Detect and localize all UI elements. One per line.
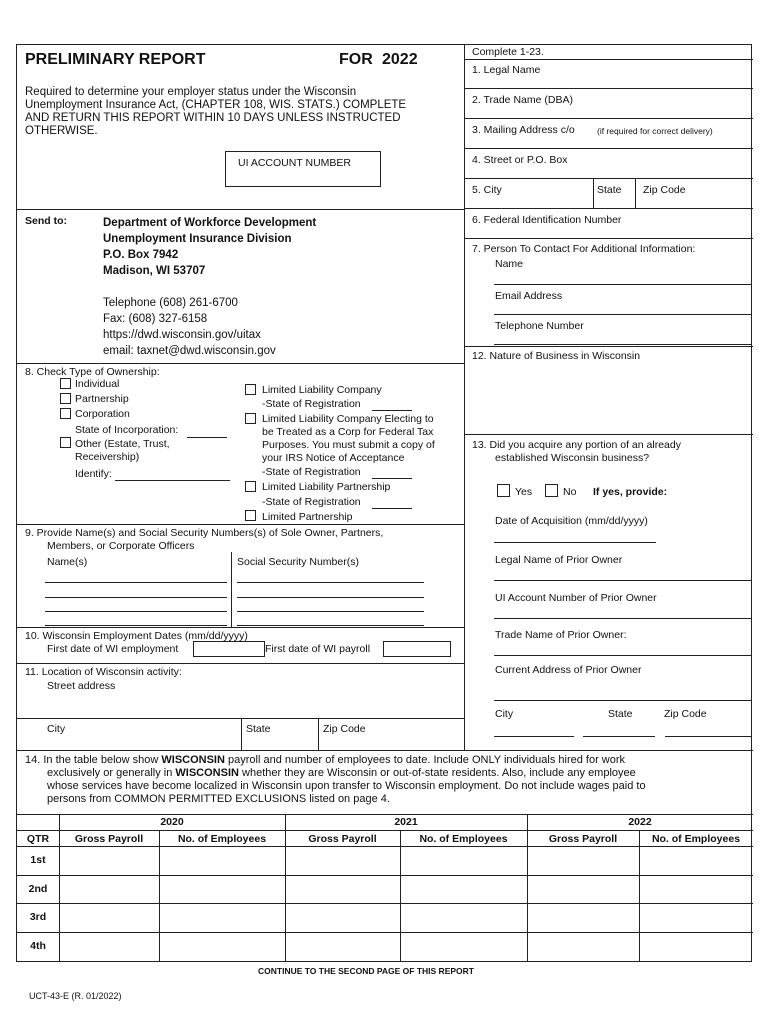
address-prior-owner-line[interactable] [494, 700, 752, 701]
corporation-label: Corporation [75, 408, 130, 420]
contact-name-line[interactable] [494, 284, 752, 285]
llp-state-line[interactable] [372, 508, 412, 509]
lp-checkbox[interactable] [245, 510, 256, 521]
gross-2020-header: Gross Payroll [74, 833, 144, 845]
llp-label: Limited Liability Partnership [262, 481, 391, 493]
s10-line-1: 10. Wisconsin Employment Dates (mm/dd/yyyy) [25, 630, 248, 642]
acquire-question-2: established Wisconsin business? [495, 452, 650, 464]
first-payroll-date-field[interactable] [383, 641, 451, 657]
trade-name-label: 2. Trade Name (DBA) [472, 94, 573, 106]
s11-line-1: 11. Location of Wisconsin activity: [25, 666, 182, 678]
send-to-email[interactable]: email: taxnet@dwd.wisconsin.gov [103, 345, 276, 357]
send-to-website[interactable]: https://dwd.wisconsin.gov/uitax [103, 329, 261, 341]
prior-zip-line[interactable] [665, 736, 751, 737]
date-acquisition-label: Date of Acquisition (mm/dd/yyyy) [495, 515, 648, 527]
cell-4th-2020-gross[interactable] [60, 933, 159, 961]
name-line-1[interactable] [45, 582, 227, 583]
cell-1st-2022-emps[interactable] [640, 847, 752, 875]
s11-zip-label: Zip Code [323, 723, 366, 735]
zip-label: Zip Code [643, 184, 686, 196]
individual-label: Individual [75, 378, 120, 390]
date-acquisition-line[interactable] [494, 542, 656, 543]
send-to-line-3: P.O. Box 7942 [103, 249, 179, 261]
llc-corp-checkbox[interactable] [245, 413, 256, 424]
cell-1st-2022-gross[interactable] [528, 847, 639, 875]
cell-2nd-2020-gross[interactable] [60, 876, 159, 903]
send-to-label: Send to: [25, 215, 67, 227]
other-checkbox[interactable] [60, 437, 71, 448]
email-line[interactable] [494, 314, 752, 315]
contact-label: 7. Person To Contact For Additional Information: [472, 243, 696, 255]
row-1st-label: 1st [30, 854, 46, 866]
year-2021-header: 2021 [394, 816, 418, 828]
partnership-label: Partnership [75, 393, 129, 405]
s8-title: 8. Check Type of Ownership: [25, 366, 160, 378]
row-3rd-label: 3rd [29, 911, 47, 923]
legal-prior-owner-line[interactable] [494, 580, 752, 581]
nature-of-business-label: 12. Nature of Business in Wisconsin [472, 350, 641, 362]
cell-3rd-2020-gross[interactable] [60, 904, 159, 932]
first-payroll-label: First date of WI payroll [265, 643, 371, 655]
emps-2020-header: No. of Employees [177, 833, 267, 845]
name-line-3[interactable] [45, 611, 227, 612]
trade-prior-owner-line[interactable] [494, 655, 752, 656]
prior-city-line[interactable] [494, 736, 574, 737]
mailing-address-label: 3. Mailing Address c/o [472, 124, 575, 136]
llc-checkbox[interactable] [245, 384, 256, 395]
cell-4th-2022-emps[interactable] [640, 933, 752, 961]
llc-label: Limited Liability Company [262, 384, 382, 396]
intro-line-2: Unemployment Insurance Act, (CHAPTER 108, WIS. STATS.) COMPLETE [25, 99, 407, 111]
fein-label: 6. Federal Identification Number [472, 214, 622, 226]
cell-1st-2020-emps[interactable] [160, 847, 285, 875]
trade-prior-owner-label: Trade Name of Prior Owner: [495, 629, 627, 641]
llc-corp-label-1: Limited Liability Company Electing to [262, 413, 434, 425]
row-2nd-label: 2nd [28, 883, 48, 895]
form-title: PRELIMINARY REPORT [25, 51, 206, 68]
cell-4th-2021-emps[interactable] [401, 933, 527, 961]
intro-line-1: Required to determine your employer status under the Wisconsin [25, 86, 357, 98]
llc-state-label: -State of Registration [262, 398, 361, 410]
s9-line-2: Members, or Corporate Officers [47, 540, 195, 552]
complete-note: Complete 1-23. [472, 46, 544, 58]
continue-note: CONTINUE TO THE SECOND PAGE OF THIS REPORT [258, 966, 474, 976]
email-label: Email Address [495, 290, 563, 302]
city-label: 5. City [472, 184, 502, 196]
s14-line-4: persons from COMMON PERMITTED EXCLUSIONS listed on page 4. [47, 793, 390, 805]
llc-corp-label-2: be Treated as a Corp for Federal Tax [262, 426, 434, 438]
other-label-1: Other (Estate, Trust, [75, 438, 170, 450]
cell-2nd-2022-emps[interactable] [640, 876, 752, 903]
row-4th-label: 4th [30, 940, 46, 952]
lp-label: Limited Partnership [262, 511, 353, 523]
state-incorporation-line[interactable] [187, 437, 227, 438]
prior-state-label: State [608, 708, 633, 720]
llc-corp-state-line[interactable] [372, 478, 412, 479]
acquire-no-label: No [563, 486, 577, 498]
intro-line-3: AND RETURN THIS REPORT WITHIN 10 DAYS UNLESS INSTRUCTED [25, 112, 401, 124]
llc-corp-label-3: Purposes. You must submit a copy of [262, 439, 435, 451]
cell-2nd-2022-gross[interactable] [528, 876, 639, 903]
other-label-2: Receivership) [75, 451, 140, 463]
contact-name-label: Name [495, 258, 524, 270]
llc-corp-state-label: -State of Registration [262, 466, 361, 478]
cell-4th-2022-gross[interactable] [528, 933, 639, 961]
ui-prior-owner-label: UI Account Number of Prior Owner [495, 592, 657, 604]
cell-3rd-2021-gross[interactable] [286, 904, 400, 932]
acquire-no-checkbox[interactable] [545, 484, 558, 497]
cell-1st-2020-gross[interactable] [60, 847, 159, 875]
year-2022-header: 2022 [628, 816, 652, 828]
legal-name-label: 1. Legal Name [472, 64, 541, 76]
state-label: State [597, 184, 622, 196]
year-2020-header: 2020 [160, 816, 184, 828]
cell-2nd-2021-gross[interactable] [286, 876, 400, 903]
address-prior-owner-label: Current Address of Prior Owner [495, 664, 642, 676]
gross-2021-header: Gross Payroll [308, 833, 377, 845]
cell-3rd-2020-emps[interactable] [160, 904, 285, 932]
cell-3rd-2021-emps[interactable] [401, 904, 527, 932]
ssn-label: Social Security Number(s) [237, 556, 359, 568]
prior-city-label: City [495, 708, 514, 720]
s11-street-label: Street address [47, 680, 116, 692]
s14-line-3: whose services have become localized in Wisconsin upon transfer to Wisconsin employment. Do not include wages paid to [47, 780, 646, 792]
s14-line-1: 14. In the table below show WISCONSIN payroll and number of employees to date. Include ONLY individuals hired for work [25, 754, 626, 766]
llp-state-label: -State of Registration [262, 496, 361, 508]
intro-line-4: OTHERWISE. [25, 125, 98, 137]
if-yes-label: If yes, provide: [593, 486, 668, 498]
cell-2nd-2021-emps[interactable] [401, 876, 527, 903]
ssn-line-4[interactable] [237, 625, 424, 626]
first-emp-date-field[interactable] [193, 641, 265, 657]
identify-line[interactable] [115, 480, 230, 481]
cell-1st-2021-gross[interactable] [286, 847, 400, 875]
form-year: 2022 [382, 51, 418, 68]
send-to-line-2: Unemployment Insurance Division [103, 233, 292, 245]
send-to-phone: Telephone (608) 261-6700 [103, 297, 238, 309]
cell-1st-2021-emps[interactable] [401, 847, 527, 875]
preliminary-report-form [16, 44, 752, 962]
prior-state-line[interactable] [583, 736, 655, 737]
names-label: Name(s) [47, 556, 88, 568]
cell-2nd-2020-emps[interactable] [160, 876, 285, 903]
ssn-line-3[interactable] [237, 611, 424, 612]
acquire-question-1: 13. Did you acquire any portion of an already [472, 439, 681, 451]
acquire-yes-label: Yes [515, 486, 533, 498]
street-label: 4. Street or P.O. Box [472, 154, 568, 166]
corporation-checkbox[interactable] [60, 408, 71, 419]
acquire-yes-checkbox[interactable] [497, 484, 510, 497]
gross-2022-header: Gross Payroll [548, 833, 618, 845]
mailing-address-note: (if required for correct delivery) [597, 126, 713, 136]
state-incorporation-label: State of Incorporation: [75, 424, 179, 436]
llc-state-line[interactable] [372, 410, 412, 411]
ui-prior-owner-line[interactable] [494, 618, 752, 619]
for-label: FOR [339, 51, 373, 68]
cell-3rd-2022-gross[interactable] [528, 904, 639, 932]
identify-label: Identify: [75, 468, 112, 480]
emps-2021-header: No. of Employees [419, 833, 508, 845]
legal-prior-owner-label: Legal Name of Prior Owner [495, 554, 623, 566]
emps-2022-header: No. of Employees [651, 833, 741, 845]
send-to-line-1: Department of Workforce Development [103, 217, 317, 229]
cell-4th-2020-emps[interactable] [160, 933, 285, 961]
s11-city-label: City [47, 723, 66, 735]
s14-line-2: exclusively or generally in WISCONSIN whether they are Wisconsin or out-of-state residents. Also, include any employee [47, 767, 636, 779]
send-to-fax: Fax: (608) 327-6158 [103, 313, 208, 325]
first-emp-label: First date of WI employment [47, 643, 179, 655]
form-id: UCT-43-E (R. 01/2022) [29, 991, 122, 1001]
cell-3rd-2022-emps[interactable] [640, 904, 752, 932]
ssn-line-2[interactable] [237, 597, 424, 598]
cell-4th-2021-gross[interactable] [286, 933, 400, 961]
llp-checkbox[interactable] [245, 481, 256, 492]
prior-zip-label: Zip Code [664, 708, 707, 720]
partnership-checkbox[interactable] [60, 393, 71, 404]
individual-checkbox[interactable] [60, 378, 71, 389]
name-line-2[interactable] [45, 597, 227, 598]
llc-corp-label-4: your IRS Notice of Acceptance [262, 452, 405, 464]
telephone-line[interactable] [494, 344, 752, 345]
ssn-line-1[interactable] [237, 582, 424, 583]
ui-account-number-field[interactable] [225, 151, 381, 187]
ui-account-number-label: UI ACCOUNT NUMBER [238, 157, 351, 169]
qtr-header: QTR [26, 833, 50, 845]
s11-state-label: State [246, 723, 271, 735]
send-to-line-4: Madison, WI 53707 [103, 265, 206, 277]
s9-line-1: 9. Provide Name(s) and Social Security Numbers(s) of Sole Owner, Partners, [25, 527, 384, 539]
name-line-4[interactable] [45, 625, 227, 626]
telephone-label: Telephone Number [495, 320, 584, 332]
